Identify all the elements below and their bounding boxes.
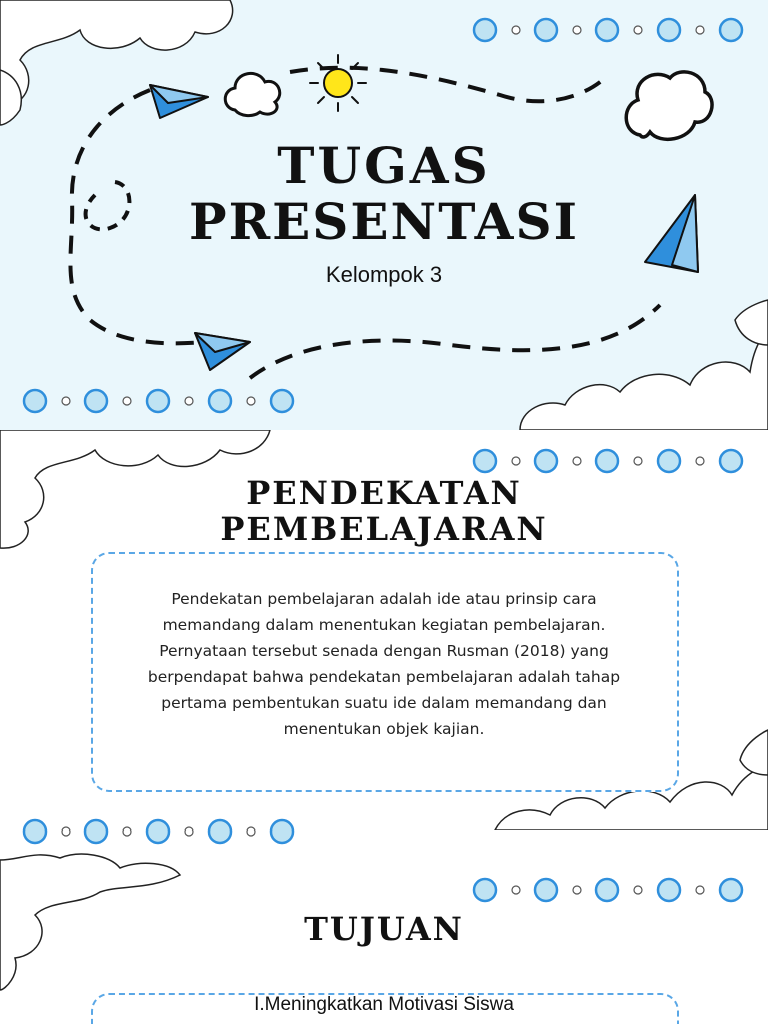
slide-tujuan	[0, 830, 768, 1024]
slide2-title-line1: PENDEKATAN	[246, 474, 522, 512]
slide-title	[0, 0, 768, 430]
slide2-title-line2: PEMBELAJARAN	[220, 510, 548, 548]
slide-pendekatan	[0, 430, 768, 830]
slide3-list-item: I.Meningkatkan Motivasi Siswa	[254, 994, 514, 1015]
cloud-icon	[225, 73, 279, 115]
slide2-paragraph: Pendekatan pembelajaran adalah ide atau prinsip cara memandang dalam menentukan kegiatan pembelajaran. Pernyataan tersebut senada dengan Rusman (2018) yang berpendapat bahwa pendekatan pembelajaran adalah tahap pertama pembentukan suatu ide dalam memandang dan menentukan objek kajian.	[147, 590, 621, 738]
slide1-title-line1: TUGAS	[277, 136, 491, 195]
bubble-dot-icon	[474, 19, 742, 41]
cloud-icon	[626, 72, 712, 139]
bubble-dot-icon	[474, 450, 742, 472]
paper-plane-icon	[195, 333, 250, 370]
bubble-dot-icon	[24, 820, 293, 830]
dashed-flight-path	[250, 305, 660, 378]
paper-plane-icon	[150, 85, 208, 118]
slide1-title-line2: PRESENTASI	[189, 192, 579, 251]
slide1-subtitle: Kelompok 3	[325, 262, 443, 287]
sun-icon	[310, 55, 366, 111]
bubble-dot-icon	[24, 830, 293, 843]
bubble-dot-icon	[24, 390, 293, 412]
slide3-title: TUJUAN	[304, 910, 464, 948]
bubble-dot-icon	[474, 879, 742, 901]
